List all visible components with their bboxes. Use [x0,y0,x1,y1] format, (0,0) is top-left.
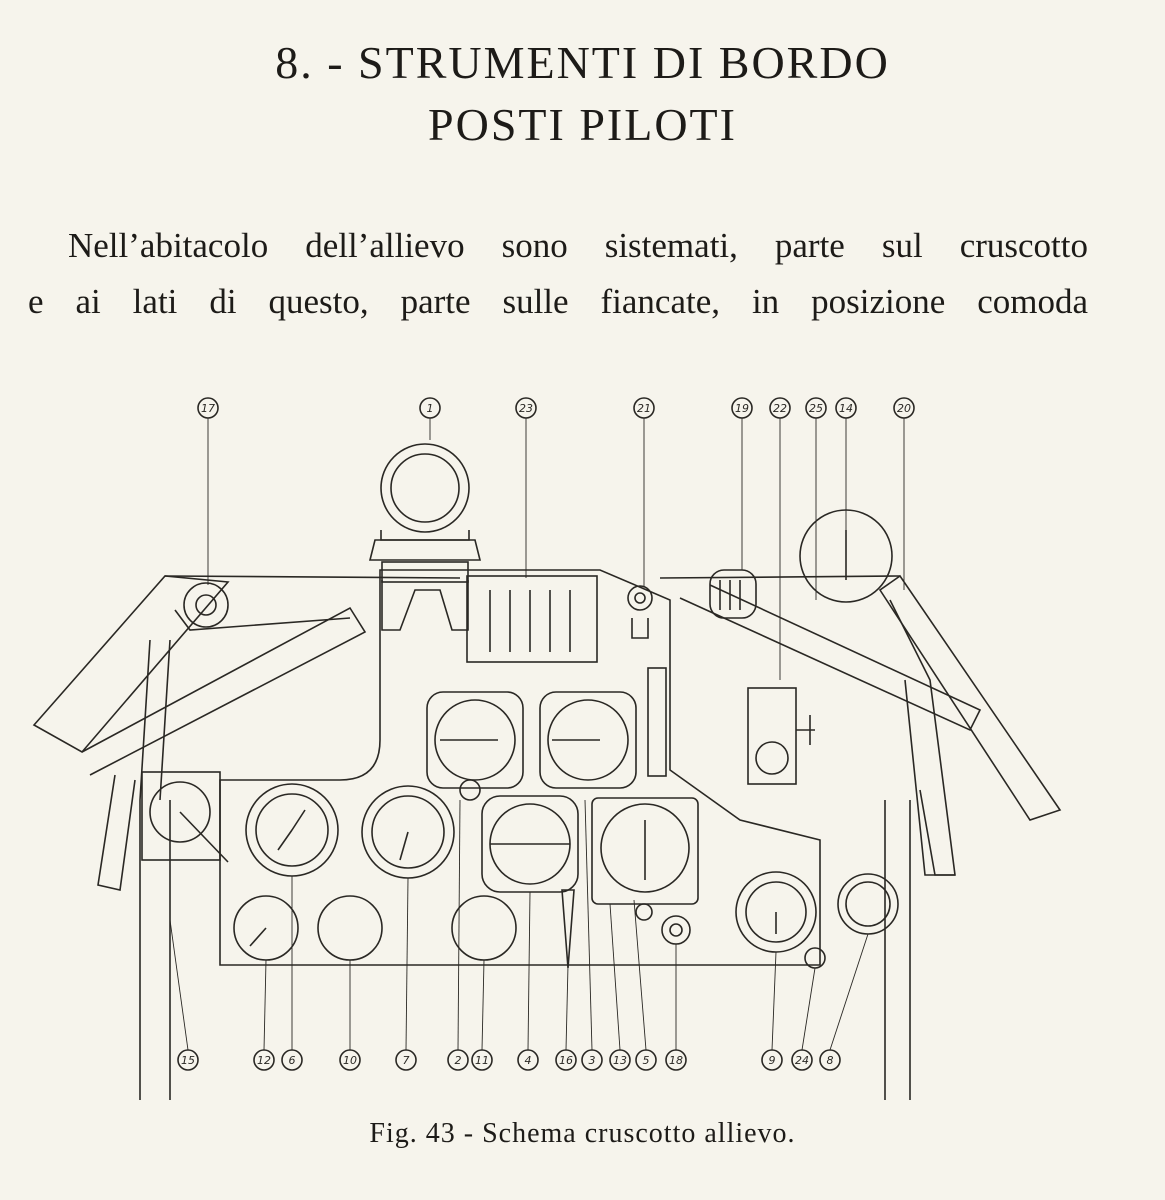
figure-caption: Fig. 43 - Schema cruscotto allievo. [369,1118,796,1149]
callout-bottom-label: 7 [402,1054,410,1067]
leader-line [566,965,568,1050]
callout-top-label: 17 [201,402,215,415]
leader-line [264,960,266,1050]
gauge-horizon [482,796,578,892]
callout-bottom-label: 8 [826,1054,834,1067]
gauge-altimeter [592,798,698,920]
callout-top-label: 20 [897,402,911,415]
callout-top-label: 14 [839,402,853,415]
callout-bottom-label: 12 [257,1054,271,1067]
callout-top-label: 22 [773,402,787,415]
callout-bottom-label: 11 [475,1054,489,1067]
section-title: 8. - STRUMENTI DI BORDO [275,37,890,88]
gauge-upper-left [427,692,523,800]
callout-bottom-label: 3 [588,1054,596,1067]
leader-line [634,900,646,1050]
callout-bottom-label: 15 [181,1054,195,1067]
body-text-line-2: e ai lati di questo, parte sulle fiancate, in posizione comoda [28,282,1088,321]
valve-icon [748,688,815,784]
gauge-right [736,872,825,968]
callout-bottom-label: 6 [288,1054,296,1067]
leader-line [610,904,620,1050]
callout-bottom-label: 16 [559,1054,573,1067]
callouts-top [198,398,914,418]
callout-bottom-label: 13 [613,1054,627,1067]
callout-bottom-label: 5 [642,1054,650,1067]
gauge-tachometer [362,786,454,878]
gauge-far-right [838,874,898,934]
placard [467,576,597,662]
leader-line [585,800,592,1050]
callout-top-label: 19 [735,402,749,415]
gauge-upper-right [540,692,636,788]
gauge-left-square [142,772,228,862]
callout-bottom-label: 18 [669,1054,683,1067]
gauge-lower-1 [234,896,298,960]
section-subtitle: POSTI PILOTI [428,99,737,150]
callout-top-label: 23 [519,402,533,415]
lever-icon [562,890,574,968]
callout-top-label: 1 [426,402,434,415]
cockpit-panel-diagram [20,380,1145,1100]
gauge-lower-3 [452,896,516,960]
leader-line [482,960,484,1050]
leader-line [802,968,815,1050]
callout-bottom-label: 2 [454,1054,462,1067]
callout-leader-lines [170,418,904,1050]
compass-icon [370,444,480,630]
callout-bottom-label: 9 [768,1054,776,1067]
side-clock-icon [184,583,228,627]
gauge-clock [246,784,338,876]
callout-bottom-label: 24 [795,1054,809,1067]
callouts-bottom [178,1050,840,1070]
callout-bottom-label: 4 [524,1054,532,1067]
leader-line [528,892,530,1050]
body-text-line-1: Nell’abitacolo dell’allievo sono sistemati, parte sul cruscotto [68,226,1088,265]
leader-line [458,800,460,1050]
leader-line [830,934,868,1050]
gauge-lower-2 [318,896,382,960]
leader-line [170,920,188,1050]
leader-line [772,952,776,1050]
switch-icon [628,586,666,776]
leader-line [406,878,408,1050]
callout-top-label: 21 [637,402,651,415]
callout-bottom-label: 10 [343,1054,357,1067]
frame-tubes [34,576,1060,1100]
primer-knob-icon [662,916,690,944]
callout-top-label: 25 [809,402,823,415]
